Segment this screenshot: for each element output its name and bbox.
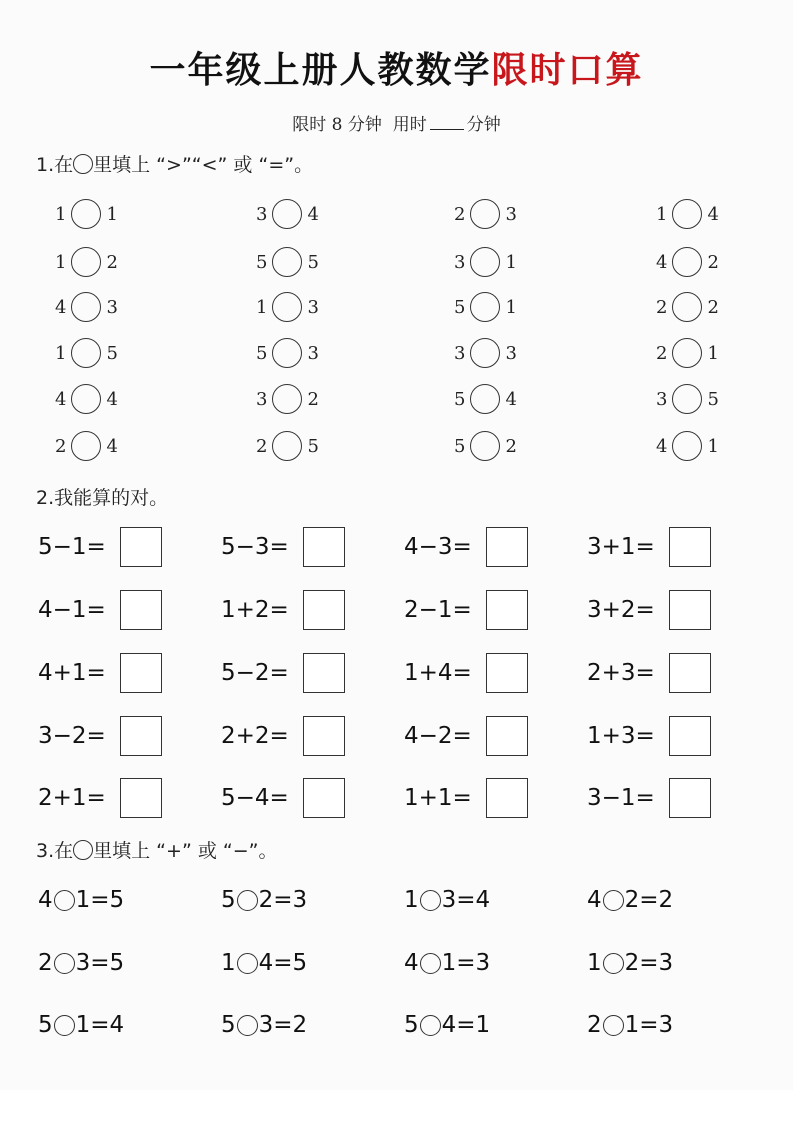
answer-box[interactable] [303, 778, 345, 818]
calc-expression: 5−4= [221, 785, 289, 811]
calc-expression: 2+1= [38, 785, 106, 811]
answer-box[interactable] [669, 778, 711, 818]
right-number: 1 [106, 203, 118, 225]
calc-item [587, 588, 711, 632]
rest-of-equation: 3=4 [441, 887, 491, 913]
left-number: 4 [55, 296, 67, 318]
rest-of-equation: 4=1 [441, 1012, 491, 1038]
compare-item [656, 243, 719, 281]
operator-circle[interactable] [237, 890, 258, 911]
page-title [0, 42, 793, 93]
left-number: 3 [454, 342, 466, 364]
left-number: 5 [454, 435, 466, 457]
answer-box[interactable] [120, 653, 162, 693]
answer-box[interactable] [120, 527, 162, 567]
left-number: 4 [55, 388, 67, 410]
section3-heading [36, 836, 277, 863]
right-number: 4 [505, 388, 517, 410]
calc-expression: 3−1= [587, 785, 655, 811]
compare-item [454, 243, 517, 281]
answer-circle[interactable] [272, 338, 302, 368]
calc-expression: 2+2= [221, 723, 289, 749]
answer-box[interactable] [486, 653, 528, 693]
answer-box[interactable] [120, 778, 162, 818]
left-number: 2 [656, 296, 668, 318]
left-number: 1 [55, 251, 67, 273]
left-number: 2 [55, 435, 67, 457]
right-number: 1 [707, 435, 719, 457]
calc-expression: 2−1= [404, 597, 472, 623]
calc-item [404, 588, 528, 632]
right-number: 2 [707, 296, 719, 318]
rest-of-equation: 1=4 [75, 1012, 125, 1038]
time-used-label: 用时 [392, 115, 427, 135]
answer-circle[interactable] [71, 247, 101, 277]
compare-item [256, 380, 319, 418]
rest-of-equation: 1=3 [441, 950, 491, 976]
answer-box[interactable] [669, 527, 711, 567]
calc-expression: 1+2= [221, 597, 289, 623]
calc-item [404, 651, 528, 695]
right-number: 4 [707, 203, 719, 225]
calc-expression: 1+1= [404, 785, 472, 811]
right-number: 3 [505, 203, 517, 225]
left-number: 4 [656, 435, 668, 457]
compare-item [55, 380, 118, 418]
calc-expression: 2+3= [587, 660, 655, 686]
left-number: 5 [454, 296, 466, 318]
first-number: 1 [404, 887, 419, 913]
compare-item [656, 427, 719, 465]
answer-circle[interactable] [672, 292, 702, 322]
answer-circle[interactable] [470, 338, 500, 368]
first-number: 5 [38, 1012, 53, 1038]
operator-circle[interactable] [237, 953, 258, 974]
calc-item [587, 525, 711, 569]
answer-box[interactable] [669, 716, 711, 756]
left-number: 3 [454, 251, 466, 273]
first-number: 4 [404, 950, 419, 976]
answer-circle[interactable] [470, 247, 500, 277]
right-number: 3 [307, 342, 319, 364]
right-number: 2 [505, 435, 517, 457]
operator-item [587, 1007, 673, 1043]
right-number: 4 [106, 388, 118, 410]
compare-item [656, 195, 719, 233]
answer-box[interactable] [486, 527, 528, 567]
left-number: 3 [256, 388, 268, 410]
compare-item [454, 334, 517, 372]
calc-expression: 1+4= [404, 660, 472, 686]
calc-item [587, 714, 711, 758]
time-used-blank[interactable] [430, 115, 464, 130]
answer-circle[interactable] [470, 292, 500, 322]
first-number: 4 [38, 887, 53, 913]
left-number: 3 [656, 388, 668, 410]
first-number: 5 [221, 887, 236, 913]
right-number: 1 [505, 251, 517, 273]
rest-of-equation: 1=5 [75, 887, 125, 913]
answer-box[interactable] [486, 716, 528, 756]
calc-expression: 1+3= [587, 723, 655, 749]
circle-icon [73, 840, 93, 860]
section3-heading-suffix: 里填上 “+” 或 “−”。 [93, 840, 278, 862]
right-number: 2 [106, 251, 118, 273]
right-number: 1 [505, 296, 517, 318]
compare-item [55, 243, 118, 281]
compare-item [256, 243, 319, 281]
answer-circle[interactable] [71, 431, 101, 461]
left-number: 1 [256, 296, 268, 318]
left-number: 5 [256, 342, 268, 364]
calc-item [404, 776, 528, 820]
answer-box[interactable] [669, 590, 711, 630]
operator-circle[interactable] [420, 1015, 441, 1036]
answer-circle[interactable] [71, 292, 101, 322]
right-number: 3 [307, 296, 319, 318]
compare-item [656, 334, 719, 372]
calc-expression: 3+1= [587, 534, 655, 560]
first-number: 4 [587, 887, 602, 913]
rest-of-equation: 2=3 [258, 887, 308, 913]
left-number: 2 [454, 203, 466, 225]
calc-expression: 4−2= [404, 723, 472, 749]
operator-item [404, 945, 490, 981]
rest-of-equation: 3=2 [258, 1012, 308, 1038]
calc-expression: 4−3= [404, 534, 472, 560]
operator-circle[interactable] [603, 1015, 624, 1036]
compare-item [55, 334, 118, 372]
rest-of-equation: 2=2 [624, 887, 674, 913]
compare-item [256, 334, 319, 372]
answer-circle[interactable] [71, 199, 101, 229]
calc-expression: 5−1= [38, 534, 106, 560]
calc-item [38, 525, 162, 569]
left-number: 5 [256, 251, 268, 273]
right-number: 3 [106, 296, 118, 318]
answer-circle[interactable] [672, 384, 702, 414]
answer-circle[interactable] [272, 384, 302, 414]
left-number: 3 [256, 203, 268, 225]
right-number: 5 [307, 251, 319, 273]
compare-item [454, 380, 517, 418]
operator-item [38, 1007, 124, 1043]
answer-circle[interactable] [470, 431, 500, 461]
calc-item [221, 588, 345, 632]
answer-circle[interactable] [272, 199, 302, 229]
circle-icon [73, 154, 93, 174]
operator-circle[interactable] [54, 890, 75, 911]
left-number: 2 [656, 342, 668, 364]
calc-item [587, 776, 711, 820]
answer-box[interactable] [303, 716, 345, 756]
compare-item [55, 195, 118, 233]
time-limit-label: 限时 8 分钟 [292, 115, 382, 135]
compare-item [256, 195, 319, 233]
left-number: 5 [454, 388, 466, 410]
answer-circle[interactable] [672, 338, 702, 368]
answer-circle[interactable] [470, 384, 500, 414]
calc-item [404, 714, 528, 758]
calc-expression: 4+1= [38, 660, 106, 686]
answer-circle[interactable] [71, 338, 101, 368]
compare-item [55, 288, 118, 326]
answer-box[interactable] [669, 653, 711, 693]
time-limit-line [0, 110, 793, 135]
calc-expression: 3+2= [587, 597, 655, 623]
right-number: 5 [307, 435, 319, 457]
right-number: 4 [106, 435, 118, 457]
first-number: 2 [38, 950, 53, 976]
rest-of-equation: 4=5 [258, 950, 308, 976]
operator-item [587, 882, 673, 918]
section2-heading: 2.我能算的对。 [36, 487, 169, 509]
section3-heading-prefix: 3.在 [36, 840, 74, 862]
right-number: 2 [707, 251, 719, 273]
compare-item [256, 288, 319, 326]
title-main: 一年级上册人教数学 [149, 50, 492, 91]
answer-circle[interactable] [672, 199, 702, 229]
answer-box[interactable] [120, 590, 162, 630]
compare-item [55, 427, 118, 465]
calc-item [404, 525, 528, 569]
answer-circle[interactable] [672, 247, 702, 277]
minutes-label: 分钟 [466, 115, 501, 135]
operator-item [221, 882, 307, 918]
title-accent: 限时口算 [491, 50, 644, 91]
calc-item [221, 776, 345, 820]
calc-item [221, 525, 345, 569]
calc-expression: 5−2= [221, 660, 289, 686]
answer-circle[interactable] [272, 431, 302, 461]
calc-expression: 5−3= [221, 534, 289, 560]
section1-heading-prefix: 1.在 [36, 154, 74, 176]
answer-box[interactable] [303, 590, 345, 630]
compare-item [656, 288, 719, 326]
operator-item [221, 1007, 307, 1043]
left-number: 1 [55, 342, 67, 364]
calc-item [587, 651, 711, 695]
operator-circle[interactable] [420, 953, 441, 974]
operator-item [587, 945, 673, 981]
compare-item [454, 195, 517, 233]
calc-item [221, 714, 345, 758]
rest-of-equation: 3=5 [75, 950, 125, 976]
operator-item [404, 882, 490, 918]
answer-circle[interactable] [272, 247, 302, 277]
left-number: 4 [656, 251, 668, 273]
operator-item [38, 882, 124, 918]
right-number: 5 [707, 388, 719, 410]
calc-item [221, 651, 345, 695]
compare-item [256, 427, 319, 465]
calc-item [38, 714, 162, 758]
section1-heading [36, 150, 313, 177]
operator-circle[interactable] [420, 890, 441, 911]
first-number: 5 [221, 1012, 236, 1038]
calc-item [38, 776, 162, 820]
answer-box[interactable] [303, 653, 345, 693]
first-number: 1 [221, 950, 236, 976]
compare-item [454, 288, 517, 326]
operator-circle[interactable] [603, 890, 624, 911]
answer-box[interactable] [303, 527, 345, 567]
answer-box[interactable] [486, 778, 528, 818]
answer-circle[interactable] [470, 199, 500, 229]
rest-of-equation: 2=3 [624, 950, 674, 976]
operator-circle[interactable] [237, 1015, 258, 1036]
operator-item [404, 1007, 490, 1043]
operator-circle[interactable] [603, 953, 624, 974]
right-number: 2 [307, 388, 319, 410]
first-number: 2 [587, 1012, 602, 1038]
answer-circle[interactable] [71, 384, 101, 414]
calc-expression: 4−1= [38, 597, 106, 623]
operator-circle[interactable] [54, 953, 75, 974]
operator-item [38, 945, 124, 981]
operator-item [221, 945, 307, 981]
calc-expression: 3−2= [38, 723, 106, 749]
right-number: 5 [106, 342, 118, 364]
left-number: 1 [55, 203, 67, 225]
first-number: 1 [587, 950, 602, 976]
rest-of-equation: 1=3 [624, 1012, 674, 1038]
left-number: 1 [656, 203, 668, 225]
answer-circle[interactable] [672, 431, 702, 461]
answer-box[interactable] [120, 716, 162, 756]
right-number: 4 [307, 203, 319, 225]
operator-circle[interactable] [54, 1015, 75, 1036]
left-number: 2 [256, 435, 268, 457]
first-number: 5 [404, 1012, 419, 1038]
right-number: 1 [707, 342, 719, 364]
right-number: 3 [505, 342, 517, 364]
answer-circle[interactable] [272, 292, 302, 322]
calc-item [38, 588, 162, 632]
compare-item [454, 427, 517, 465]
section1-heading-suffix: 里填上 “>”“<” 或 “=”。 [93, 154, 314, 176]
calc-item [38, 651, 162, 695]
compare-item [656, 380, 719, 418]
answer-box[interactable] [486, 590, 528, 630]
